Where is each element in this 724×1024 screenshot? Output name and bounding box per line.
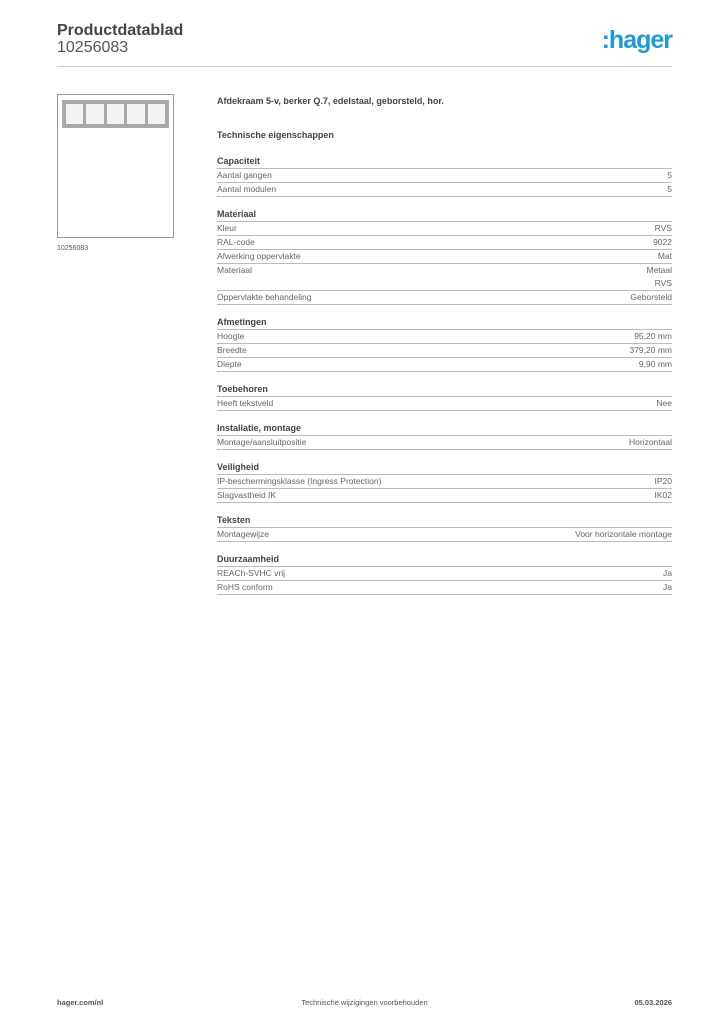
footer-website-link[interactable]: hager.com/nl	[57, 998, 104, 1007]
property-row	[217, 475, 672, 489]
section-heading: Duurzaamheid	[217, 553, 672, 567]
header-divider	[57, 66, 672, 67]
section-duurzaamheid	[217, 553, 672, 595]
product-image	[57, 94, 174, 238]
property-value	[634, 330, 672, 343]
property-value	[663, 581, 672, 594]
property-value	[667, 183, 672, 196]
section-heading: Toebehoren	[217, 383, 672, 397]
property-row	[217, 581, 672, 595]
property-row	[217, 222, 672, 236]
property-label: Oppervlakte behandeling	[217, 292, 312, 302]
property-row	[217, 397, 672, 411]
section-veiligheid	[217, 461, 672, 503]
property-value-line: Nee	[656, 398, 672, 408]
property-row	[217, 330, 672, 344]
property-row	[217, 291, 672, 305]
footer-disclaimer: Technische wijzigingen voorbehouden	[301, 998, 428, 1007]
section-afmetingen	[217, 316, 672, 372]
section-heading: Teksten	[217, 514, 672, 528]
property-row	[217, 264, 672, 291]
property-value	[646, 264, 672, 290]
property-label: Materiaal	[217, 265, 252, 275]
property-label: Aantal gangen	[217, 170, 272, 180]
section-toebehoren	[217, 383, 672, 411]
property-row	[217, 436, 672, 450]
property-value-line: Voor horizontale montage	[575, 529, 672, 539]
property-value-line: 5	[667, 184, 672, 194]
property-value	[629, 344, 672, 357]
cover-frame-picture	[62, 100, 169, 128]
property-label: Heeft tekstveld	[217, 398, 274, 408]
property-value-line: RVS	[654, 278, 672, 288]
section-capaciteit	[217, 155, 672, 197]
property-value	[575, 528, 672, 541]
property-row	[217, 489, 672, 503]
property-label: Montage/aansluitpositie	[217, 437, 307, 447]
property-value-line: 95,20 mm	[634, 331, 672, 341]
product-number: 10256083	[57, 39, 129, 56]
property-value-line: 9022	[653, 237, 672, 247]
property-label: Slagvastheid IK	[217, 490, 277, 500]
property-value	[658, 250, 672, 263]
property-value	[655, 222, 672, 235]
property-value-line: RVS	[654, 223, 672, 233]
section-heading: Materiaal	[217, 208, 672, 222]
property-value	[629, 436, 672, 449]
property-value	[656, 397, 672, 410]
property-value	[630, 291, 672, 304]
property-value	[663, 567, 672, 580]
property-row	[217, 183, 672, 197]
property-value-line: 379,20 mm	[629, 345, 672, 355]
product-image-label: 10256083	[57, 245, 89, 252]
property-row	[217, 567, 672, 581]
property-label: RoHS conform	[217, 582, 273, 592]
property-value-line: IK02	[654, 490, 672, 500]
section-heading: Veiligheid	[217, 461, 672, 475]
property-row	[217, 358, 672, 372]
product-details	[217, 96, 672, 595]
property-value	[639, 358, 672, 371]
property-label: Kleur	[217, 223, 237, 233]
page-title: Productdatablad	[57, 22, 184, 39]
property-label: Montagewijze	[217, 529, 269, 539]
property-row	[217, 250, 672, 264]
section-heading: Capaciteit	[217, 155, 672, 169]
hager-logo: :hager	[601, 26, 672, 54]
property-label: Afwerking oppervlakte	[217, 251, 301, 261]
property-value-line: Horizontaal	[629, 437, 672, 447]
property-label: REACh-SVHC vrij	[217, 568, 286, 578]
footer-date: 05.03.2026	[634, 998, 672, 1007]
property-value-line: 9,90 mm	[638, 359, 672, 369]
property-row	[217, 236, 672, 250]
property-label: RAL-code	[217, 237, 255, 247]
section-heading: Installatie, montage	[217, 422, 672, 436]
properties-table	[217, 155, 672, 595]
property-label: Aantal modulen	[217, 184, 277, 194]
property-value-line: Ja	[663, 568, 672, 578]
property-value-line: 5	[667, 170, 672, 180]
property-label: Hoogte	[217, 331, 245, 341]
product-title: Afdekraam 5-v, berker Q.7, edelstaal, geborsteld, hor.	[217, 96, 444, 106]
tech-heading: Technische eigenschappen	[217, 130, 334, 140]
section-materiaal	[217, 208, 672, 305]
section-installatie-montage	[217, 422, 672, 450]
property-row	[217, 344, 672, 358]
property-row	[217, 528, 672, 542]
property-value-line: Geborsteld	[630, 292, 672, 302]
section-teksten	[217, 514, 672, 542]
property-value-line: Metaal	[646, 265, 672, 275]
section-heading: Afmetingen	[217, 316, 672, 330]
property-value-line: IP20	[654, 476, 672, 486]
property-value-line: Mat	[657, 251, 672, 261]
property-value	[653, 236, 672, 249]
property-label: Diepte	[217, 359, 242, 369]
property-label: Breedte	[217, 345, 247, 355]
property-row	[217, 169, 672, 183]
property-value-line: Ja	[663, 582, 672, 592]
property-value	[667, 169, 672, 182]
property-label: IP-beschermingsklasse (Ingress Protection)	[217, 476, 382, 486]
property-value	[655, 475, 673, 488]
property-value	[655, 489, 673, 502]
